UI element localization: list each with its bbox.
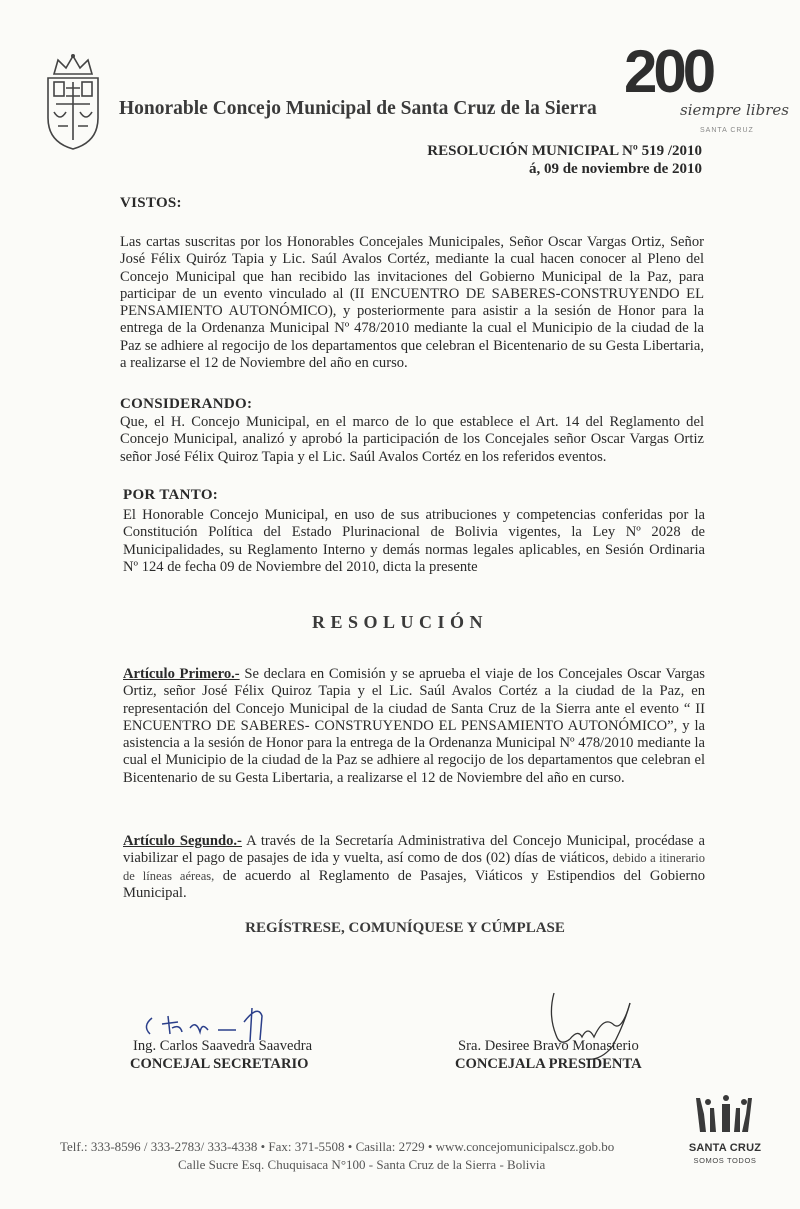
considerando-heading: CONSIDERANDO: xyxy=(120,396,253,412)
por-tanto-heading: POR TANTO: xyxy=(123,487,219,503)
considerando-text: Que, el H. Concejo Municipal, en el marco de lo que establece el Art. 14 del Reglamento del Concejo Municipal, analizó y aprobó la participación de los Concejales señor Oscar Vargas Ortiz señor José Félix Quiroz Tapia y el Lic. Saúl Avalos Cortéz en los referidos eventos. xyxy=(120,414,704,465)
resolucion-title: RESOLUCIÓN xyxy=(311,612,489,632)
bicentennial-tagline: siempre libres xyxy=(680,101,789,119)
vistos-text: Las cartas suscritas por los Honorables Concejales Municipales, Señor Oscar Vargas Ortiz, Señor José Félix Quiróz Tapia y Lic. Saúl Avalos Cortéz, mediante la cual hacen conocer al Pleno del Concejo Municipal que han recibido las invitaciones del Gobierno Municipal de la Paz, para participar de un evento vinculado al (II ENCUENTRO DE SABERES-CONSTRUYENDO EL PENSAMIENTO AUTONÓMICO), y posteriormente para asistir a la sesión de Honor para la entrega de la Ordenanza Municipal Nº 478/2010 mediante la cual el Municipio de la ciudad de la Paz se adhiere al regocijo de los departamentos que celebran el Bicentenario de su Gesta Libertaria, a realizarse el 12 de Noviembre del año en curso. xyxy=(120,234,704,372)
bicentennial-logo-number: 200 xyxy=(624,38,713,105)
articulo-segundo-text-b: de acuerdo al Reglamento de Pasajes, Viáticos y Estipendios del Gobierno Municipal. xyxy=(123,867,705,901)
coat-of-arms-icon xyxy=(40,52,106,152)
president-name: Sra. Desiree Bravo Monasterio xyxy=(458,1038,639,1054)
articulo-segundo-text-small: debido a itinerario de líneas aéreas, xyxy=(123,851,705,883)
vistos-heading: VISTOS: xyxy=(120,195,182,211)
santa-cruz-logo-name: SANTA CRUZ xyxy=(688,1142,762,1154)
president-title: CONCEJALA PRESIDENTA xyxy=(455,1056,642,1072)
secretary-title: CONCEJAL SECRETARIO xyxy=(130,1056,309,1072)
closing-formula: REGÍSTRESE, COMUNÍQUESE Y CÚMPLASE xyxy=(245,920,565,936)
articulo-primero-text: Se declara en Comisión y se aprueba el viaje de los Concejales Oscar Vargas Ortiz, señor José Félix Quiroz Tapia y el Lic. Saúl Avalos Cortéz a la ciudad de la Paz, en representación del Concejo Municipal de la ciudad de Santa Cruz de la Sierra ante el evento “ II ENCUENTRO DE SABERES- CONSTRUYENDO EL PENSAMIENTO AUTONÓMICO”, y la asistencia a la sesión de Honor para la entrega de la Ordenanza Municipal Nº 478/2010 mediante la cual el Municipio de la ciudad de la Paz se adhiere al regocijo de los departamentos que celebran el Bicentenario de su Gesta Libertaria, a realizarse el 12 de Noviembre del año en curso. xyxy=(123,666,705,786)
bicentennial-city: SANTA CRUZ xyxy=(700,127,754,134)
resolution-date: á, 09 de noviembre de 2010 xyxy=(528,161,702,177)
santa-cruz-logo-slogan: SOMOS TODOS xyxy=(693,1156,757,1165)
por-tanto-text: El Honorable Concejo Municipal, en uso de sus atribuciones y competencias conferidas por la Constitución Política del Estado Plurinacional de Bolivia vigentes, la Ley Nº 2028 de Municipalidades, su Reglamento Interno y demás normas legales aplicables, en Sesión Ordinaria Nº 124 de fecha 09 de Noviembre del 2010, dicta la presente xyxy=(123,507,705,575)
articulo-primero xyxy=(123,666,705,787)
secretary-name: Ing. Carlos Saavedra Saavedra xyxy=(133,1038,313,1054)
articulo-segundo-label: Artículo Segundo.- xyxy=(123,833,242,849)
articulo-segundo xyxy=(123,833,705,902)
articulo-primero-label: Artículo Primero.- xyxy=(123,666,240,682)
footer-address: Calle Sucre Esq. Chuquisaca N°100 - Santa Cruz de la Sierra - Bolivia xyxy=(178,1157,546,1172)
santa-cruz-logo-icon xyxy=(686,1092,762,1178)
footer-contact: Telf.: 333-8596 / 333-2783/ 333-4338 • Fax: 371-5508 • Casilla: 2729 • www.concejomunicipalscz.gob.bo xyxy=(60,1139,615,1154)
council-name: Honorable Concejo Municipal de Santa Cruz de la Sierra xyxy=(119,98,597,119)
articulo-segundo-text-a: A través de la Secretaría Administrativa del Concejo Municipal, procédase a viabilizar el pago de pasajes de ida y vuelta, así como de dos (02) días de viáticos, xyxy=(123,833,705,867)
resolution-number: RESOLUCIÓN MUNICIPAL Nº 519 /2010 xyxy=(427,143,702,159)
